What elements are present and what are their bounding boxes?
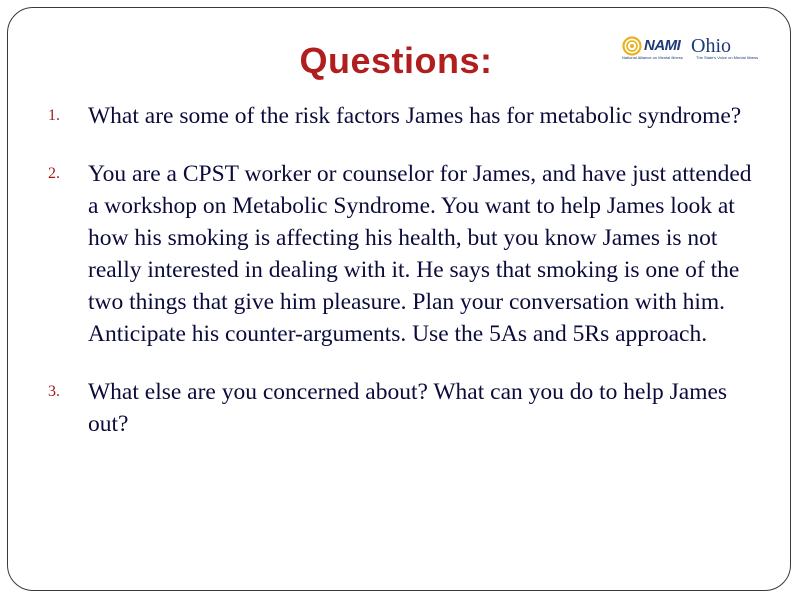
question-item <box>48 100 758 132</box>
question-number: 1. <box>48 107 60 124</box>
question-item <box>48 376 758 440</box>
question-item <box>48 158 758 350</box>
logo-tagline-right: The State's Voice on Mental Illness <box>696 55 759 60</box>
slide-title: Questions: <box>299 40 493 81</box>
question-number: 3. <box>48 383 60 400</box>
logo-tagline-left: National Alliance on Mental Illness <box>622 55 683 60</box>
logo-state: Ohio <box>691 35 731 57</box>
question-number: 2. <box>48 165 60 182</box>
question-text: What are some of the risk factors James has for metabolic syndrome? <box>88 103 742 129</box>
nami-ohio-logo <box>618 36 758 64</box>
nami-sunburst-icon <box>622 36 642 56</box>
logo-brand: NAMI <box>644 37 681 54</box>
question-text: What else are you concerned about? What can you do to help James out? <box>88 379 728 437</box>
question-text: You are a CPST worker or counselor for James, and have just attended a workshop on Metabolic Syndrome. You want to help James look at how his smoking is affecting his health, but you know James is not really interested in dealing with it. He says that smoking is one of the two things that give him pleasure. Plan your conversation with him. Anticipate his counter-arguments. Use the 5As and 5Rs approach. <box>88 161 752 347</box>
question-list <box>48 100 758 440</box>
